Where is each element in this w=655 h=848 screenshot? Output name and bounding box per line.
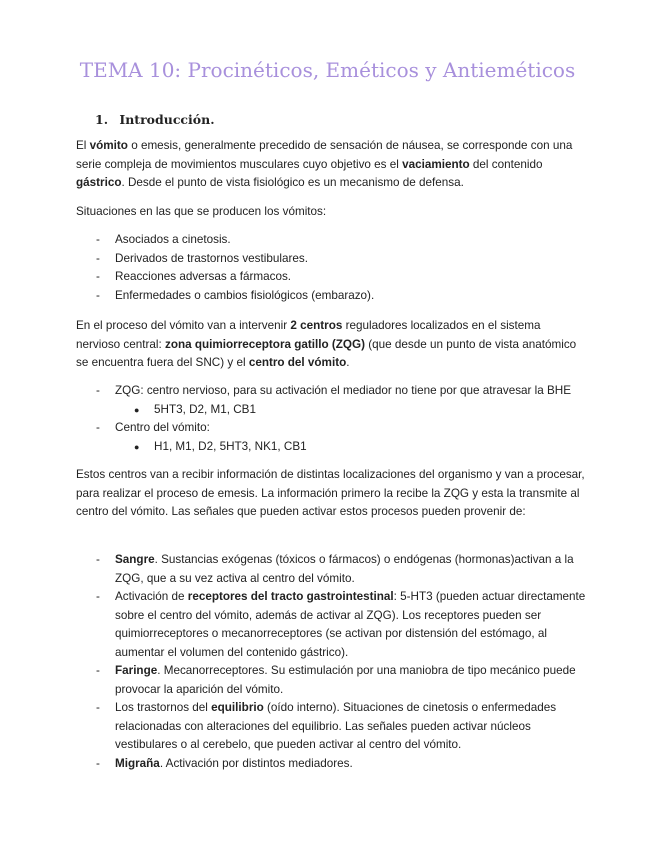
list-item-text: Los trastornos del	[115, 701, 212, 714]
dash-bullet: -	[96, 664, 100, 677]
list-item-text: (oído interno). Situaciones de cinetosis o enfermedades relacionadas con alteraciones del equilibrio. Las señales pueden activar núcleos vestibulares o al cerebelo, que pueden activar al centro del vómito.	[115, 701, 557, 751]
bold-term-2-centros: 2 centros	[290, 319, 343, 332]
dot-bullet: ●	[134, 404, 140, 415]
list-item-text: Asociados a cinetosis.	[115, 233, 231, 246]
bold-term-zqg: zona quimiorreceptora gatillo (ZQG)	[165, 337, 366, 351]
dash-bullet: -	[96, 553, 100, 566]
signals-list	[76, 551, 591, 773]
list-item	[76, 287, 591, 306]
dash-bullet: -	[96, 251, 100, 265]
list-item	[76, 662, 591, 699]
list-item-text: ZQG: centro nervioso, para su activación el mediador no tiene por que atravesar la BHE	[115, 384, 572, 397]
signals-paragraph: Estos centros van a recibir información de distintas localizaciones del organismo y van a procesar, para realizar el proceso de emesis. La información primero la recibe la ZQG y esta la transmite al centro del vómito. Las señales que pueden activar estos procesos pueden provenir de:	[76, 468, 585, 518]
section-title: Introducción.	[119, 112, 215, 127]
bold-term-vomito: vómito	[89, 139, 128, 152]
intro-paragraph	[76, 137, 586, 193]
list-item	[76, 382, 591, 419]
list-item-text: . Activación por distintos mediadores.	[159, 756, 353, 770]
bold-term-gastrico: gástrico	[76, 176, 122, 189]
text-run: En el proceso del vómito van a intervenir	[76, 319, 291, 332]
bold-term-faringe: Faringe	[115, 664, 158, 677]
dash-bullet: -	[96, 421, 100, 434]
list-item-text: Centro del vómito:	[115, 421, 210, 434]
text-run: . Desde el punto de vista fisiológico es un mecanismo de defensa.	[121, 176, 464, 189]
list-item-text: Derivados de trastornos vestibulares.	[115, 251, 308, 265]
bold-term-sangre: Sangre	[115, 553, 155, 566]
sub-list	[115, 401, 591, 420]
list-item	[76, 755, 591, 774]
dash-bullet: -	[96, 384, 100, 397]
text-run: reguladores localizados en el sistema nervioso central:	[76, 319, 541, 351]
list-item	[76, 699, 591, 755]
sub-list	[115, 438, 591, 457]
dash-bullet: -	[96, 701, 100, 714]
page-title: TEMA 10: Procinéticos, Eméticos y Antieméticos	[79, 58, 576, 82]
text-run: El	[76, 139, 90, 152]
bold-term-centro-vomito: centro del vómito	[248, 356, 347, 369]
dash-bullet: -	[96, 590, 100, 603]
list-item-text: Activación de	[115, 590, 188, 603]
list-item	[76, 250, 591, 269]
list-item-text: Reacciones adversas a fármacos.	[115, 270, 292, 283]
bold-term-vaciamiento: vaciamiento	[402, 157, 470, 171]
situations-list	[76, 231, 591, 305]
sub-list-item-text: H1, M1, D2, 5HT3, NK1, CB1	[154, 439, 307, 453]
dash-bullet: -	[96, 756, 100, 770]
centers-paragraph	[76, 317, 586, 373]
dash-bullet: -	[96, 233, 100, 246]
bold-term-migrana: Migraña	[115, 756, 160, 770]
dash-bullet: -	[96, 270, 100, 283]
list-item	[76, 419, 591, 456]
bold-term-receptores: receptores del tracto gastrointestinal	[187, 590, 394, 603]
list-item-text: . Sustancias exógenas (tóxicos o fármacos) o endógenas (hormonas)activan a la ZQG, que a su vez activa al centro del vómito.	[115, 553, 574, 585]
text-run: del contenido	[469, 157, 543, 171]
sub-list-item	[76, 401, 591, 420]
list-item-text: Enfermedades o cambios fisiológicos (embarazo).	[115, 288, 375, 302]
list-item	[76, 551, 591, 588]
situations-paragraph: Situaciones en las que se producen los vómitos:	[76, 205, 327, 218]
dot-bullet: ●	[134, 441, 140, 452]
text-run: o emesis, generalmente precedido de sensación de náusea, se corresponde con una serie compleja de movimientos musculares cuyo objetivo es el	[76, 139, 573, 171]
bold-term-equilibrio: equilibrio	[211, 701, 264, 714]
list-item	[76, 231, 591, 250]
list-item	[76, 588, 591, 662]
dash-bullet: -	[96, 288, 100, 302]
list-item-text: : 5-HT3 (pueden actuar directamente sobre el centro del vómito, además de activar al ZQG). Los receptores pueden ser quimiorreceptores o mecanorreceptores (se activan por distensión del estómago, al aumentar el volumen del contenido gástrico).	[115, 590, 586, 659]
centers-list	[76, 382, 591, 456]
list-item-text: . Mecanorreceptores. Su estimulación por una maniobra de tipo mecánico puede provocar la aparición del vómito.	[115, 664, 576, 696]
sub-list-item-text: 5HT3, D2, M1, CB1	[154, 402, 256, 416]
section-number: 1.	[95, 112, 109, 127]
text-run: (que desde un punto de vista anatómico se encuentra fuera del SNC) y el	[76, 337, 577, 369]
text-run: .	[346, 356, 350, 369]
section-heading	[95, 111, 215, 130]
list-item	[76, 268, 591, 287]
sub-list-item	[76, 438, 591, 457]
